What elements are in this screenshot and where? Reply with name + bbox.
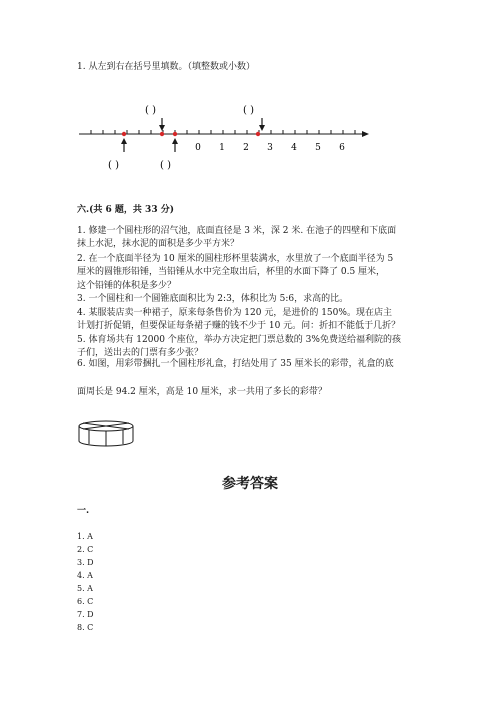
red-point-4 — [256, 132, 260, 136]
bottom-bracket-2: ( ) — [160, 160, 171, 171]
problem-1-line-1: 1. 修建一个圆柱形的沼气池，底面直径是 3 米，深 2 米. 在池子的四壁和下底面 — [77, 226, 397, 236]
problem-5-line-2: 子们，送出去的门票有多少张？ — [77, 348, 204, 359]
arrow-down-2 — [259, 118, 265, 131]
number-line-figure — [0, 0, 500, 190]
answer-item-2: 2. C — [77, 545, 94, 554]
problem-2-line-2: 厘米的圆锥形铅锤，当铅锤从水中完全取出后，杯里的水面下降了 0.5 厘米， — [77, 267, 386, 278]
problem-4 — [77, 307, 437, 334]
answers-title: 参考答案 — [222, 476, 278, 492]
question-1-prompt: 1. 从左到右在括号里填数。（填整数或小数） — [77, 62, 255, 72]
problem-6-continued — [77, 386, 437, 399]
tick-label-4: 4 — [291, 143, 297, 153]
top-bracket-1: ( ) — [145, 105, 156, 116]
answer-item-7: 7. D — [77, 610, 94, 619]
red-point-2 — [160, 132, 164, 136]
tick-label-2: 2 — [243, 143, 249, 153]
answer-item-3: 3. D — [77, 558, 94, 567]
problem-2-line-1: 2. 在一个底面半径为 10 厘米的圆柱形杯里装满水，水里放了一个底面半径为 5 — [77, 254, 394, 264]
answer-item-1: 1. A — [77, 532, 93, 541]
arrow-up-1 — [121, 138, 127, 152]
tick-label-5: 5 — [315, 143, 321, 153]
top-bracket-2: ( ) — [243, 105, 254, 116]
arrow-up-2 — [172, 138, 178, 152]
problem-3-line-1: 3. 一个圆柱和一个圆锥底面积比为 2:3，体积比为 5:6，求高的比。 — [77, 294, 349, 304]
problem-3 — [77, 293, 437, 306]
answer-item-5: 5. A — [77, 584, 93, 593]
problem-4-line-2: 计划打折促销，但要保证每条裙子赚的钱不少于 10 元。问：折扣不能低于几折？ — [77, 321, 401, 332]
problem-4-line-1: 4. 某服装店卖一种裙子，原来每条售价为 120 元，是进价的 150%。现在店主 — [77, 308, 392, 318]
answers-section-label: 一. — [77, 506, 90, 516]
red-point-1 — [122, 132, 126, 136]
problem-6-line-1: 6. 如图，用彩带捆扎一个圆柱形礼盒，打结处用了 35 厘米长的彩带，礼盒的底 — [77, 359, 394, 369]
red-point-3 — [173, 132, 177, 136]
answers-list — [77, 530, 94, 634]
problem-1-line-2: 抹上水泥，抹水泥的面积是多少平方米？ — [77, 239, 240, 250]
tick-label-6: 6 — [339, 143, 345, 153]
tick-label-0: 0 — [195, 143, 201, 153]
problem-6-line-2: 面周长是 94.2 厘米，高是 10 厘米，求一共用了多长的彩带？ — [77, 387, 327, 397]
number-line-arrowhead — [362, 131, 369, 137]
bottom-bracket-1: ( ) — [108, 160, 119, 171]
answer-item-8: 8. C — [77, 623, 94, 632]
answer-item-4: 4. A — [77, 571, 93, 580]
arrow-down-1 — [159, 118, 165, 131]
problem-1 — [77, 225, 437, 252]
gift-box-figure — [75, 417, 145, 457]
problem-2 — [77, 253, 437, 293]
problem-6 — [77, 358, 437, 371]
answer-item-6: 6. C — [77, 597, 94, 606]
tick-label-3: 3 — [267, 143, 273, 153]
problem-5 — [77, 334, 437, 361]
minor-ticks — [91, 130, 355, 134]
section-6-heading: 六.(共 6 题，共 33 分) — [77, 205, 174, 215]
problem-2-line-3: 这个铅锤的体积是多少？ — [77, 280, 177, 291]
problem-5-line-1: 5. 体育场共有 12000 个座位，举办方决定把门票总数的 3%免费送给福利院的孩 — [77, 335, 401, 345]
tick-label-1: 1 — [219, 143, 225, 153]
